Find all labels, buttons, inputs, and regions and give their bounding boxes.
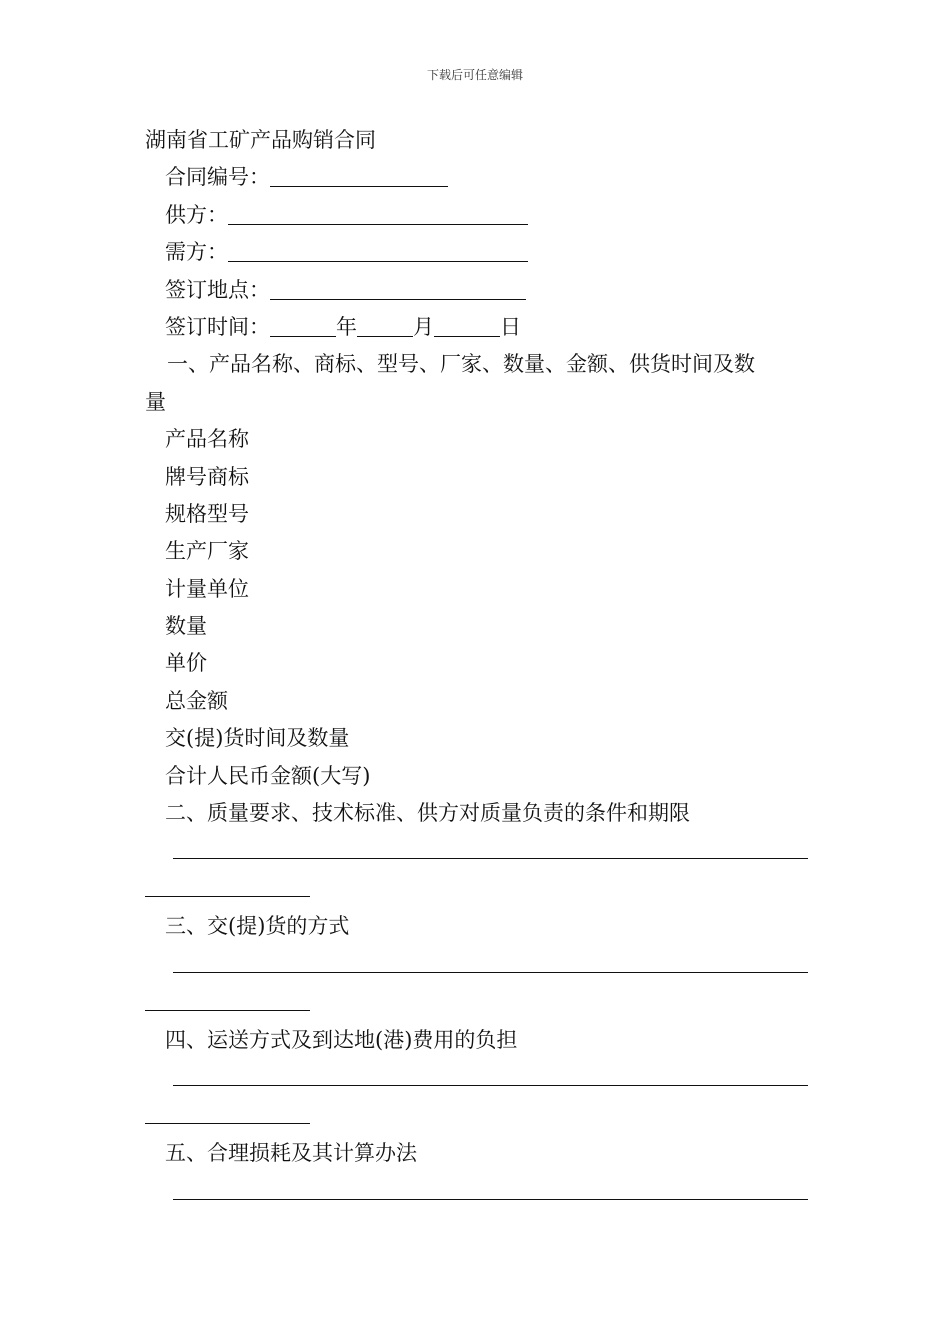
- buyer-blank[interactable]: [228, 239, 528, 262]
- list-item: 数量: [165, 614, 207, 639]
- signing-time-label: 签订时间：: [165, 314, 270, 339]
- section-5-blank-line[interactable]: [145, 1173, 810, 1211]
- list-item: 合计人民币金额(大写): [165, 763, 371, 788]
- signing-place-blank[interactable]: [270, 277, 526, 300]
- contract-number-blank[interactable]: [270, 164, 448, 187]
- year-label: 年: [336, 314, 357, 339]
- section-1-heading-cont: 量: [145, 389, 166, 414]
- list-item: 规格型号: [165, 501, 249, 526]
- section-3-heading: 三、交(提)货的方式: [165, 914, 350, 939]
- day-label: 日: [500, 314, 521, 339]
- contract-document: [145, 122, 810, 1211]
- section-3-blank-line-cont[interactable]: [145, 984, 810, 1022]
- list-item: 牌号商标: [165, 464, 249, 489]
- buyer-row: [145, 234, 810, 271]
- list-item: 总金额: [165, 688, 228, 713]
- signing-time-row: [145, 309, 810, 346]
- list-item: 单价: [165, 651, 207, 676]
- supplier-row: [145, 197, 810, 234]
- supplier-label: 供方：: [165, 202, 228, 227]
- month-label: 月: [413, 314, 434, 339]
- section-4-blank-line-cont[interactable]: [145, 1097, 810, 1135]
- section-5-heading: 五、合理损耗及其计算办法: [165, 1141, 417, 1166]
- contract-number-label: 合同编号：: [165, 165, 270, 190]
- supplier-blank[interactable]: [228, 202, 528, 225]
- signing-place-label: 签订地点：: [165, 277, 270, 302]
- section-2-heading: 二、质量要求、技术标准、供方对质量负责的条件和期限: [165, 801, 690, 826]
- document-title: 湖南省工矿产品购销合同: [145, 128, 376, 152]
- page-header-note: 下载后可任意编辑: [426, 68, 523, 82]
- section-4-heading: 四、运送方式及到达地(港)费用的负担: [165, 1027, 518, 1052]
- list-item: 交(提)货时间及数量: [165, 726, 350, 751]
- month-blank[interactable]: [357, 314, 413, 337]
- section-2-blank-line-cont[interactable]: [145, 870, 810, 908]
- list-item: 生产厂家: [165, 539, 249, 564]
- section-1-heading: 一、产品名称、商标、型号、厂家、数量、金额、供货时间及数: [167, 352, 755, 377]
- day-blank[interactable]: [434, 314, 500, 337]
- signing-place-row: [145, 272, 810, 309]
- contract-number-row: [145, 159, 810, 196]
- year-blank[interactable]: [270, 314, 336, 337]
- list-item: 产品名称: [165, 427, 249, 452]
- section-4-blank-line[interactable]: [145, 1059, 810, 1097]
- list-item: 计量单位: [165, 576, 249, 601]
- section-2-blank-line[interactable]: [145, 832, 810, 870]
- section-3-blank-line[interactable]: [145, 946, 810, 984]
- buyer-label: 需方：: [165, 240, 228, 265]
